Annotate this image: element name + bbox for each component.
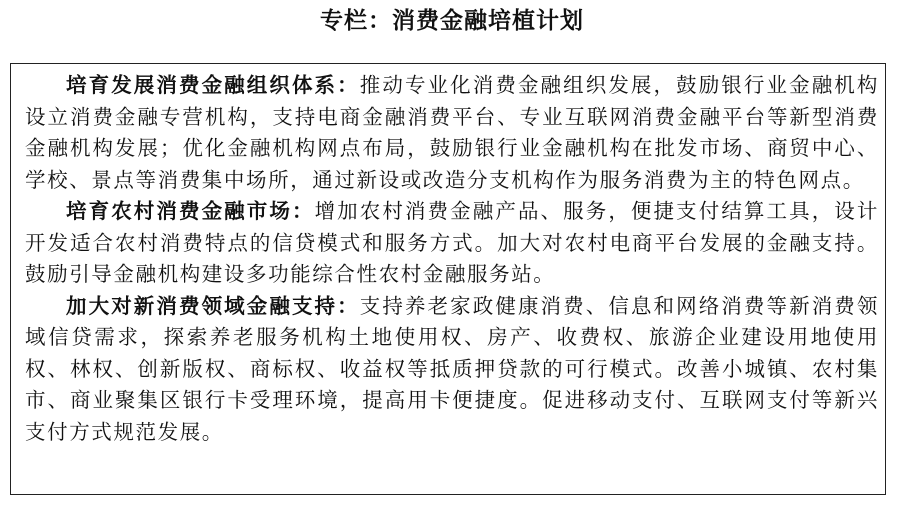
paragraph-heading: 培育农村消费金融市场： <box>66 199 315 223</box>
column-box <box>10 63 886 495</box>
paragraph-heading: 培育发展消费金融组织体系： <box>66 73 360 97</box>
paragraph-rural-consumer-finance <box>25 196 879 291</box>
page-title: 专栏：消费金融培植计划 <box>320 8 584 34</box>
paragraph-consumer-finance-system <box>25 70 879 196</box>
paragraph-heading: 加大对新消费领域金融支持： <box>66 293 360 318</box>
paragraph-body: 推动专业化消费金融组织发展，鼓励银行业金融机构设立消费金融专营机构，支持电商金融消费平台、专业互联网消费金融平台等新型消费金融机构发展；优化金融机构网点布局，鼓励银行业金融机构在批发市场、商贸中心、学校、景点等消费集中场所，通过新设或改造分支机构作为服务消费为主的特色网点。 <box>25 73 879 192</box>
paragraph-new-consumption-support <box>25 291 879 449</box>
paragraph-body: 支持养老家政健康消费、信息和网络消费等新消费领域信贷需求，探索养老服务机构土地使用权、房产、收费权、旅游企业建设用地使用权、林权、创新版权、商标权、收益权等抵质押贷款的可行模式。改善小城镇、农村集市、商业聚集区银行卡受理环境，提高用卡便捷度。促进移动支付、互联网支付等新兴支付方式规范发展。 <box>25 293 879 444</box>
paragraph-body: 增加农村消费金融产品、服务，便捷支付结算工具，设计开发适合农村消费特点的信贷模式和服务方式。加大对农村电商平台发展的金融支持。鼓励引导金融机构建设多功能综合性农村金融服务站。 <box>25 199 880 286</box>
